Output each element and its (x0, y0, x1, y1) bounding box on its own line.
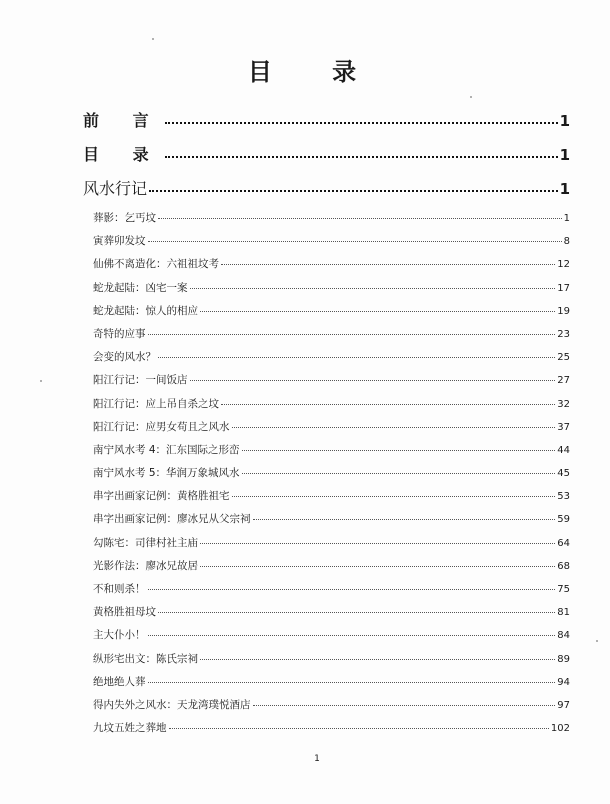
dot-leader (232, 427, 556, 428)
dot-leader (242, 450, 556, 451)
toc-entry-label: 前 言 (83, 111, 163, 130)
toc-entry-label: 蛇龙起陆：惊人的相应 (93, 304, 198, 317)
toc-entry[interactable] (83, 280, 570, 303)
toc-entry-page: 17 (557, 282, 570, 294)
toc-entry[interactable] (83, 256, 570, 279)
toc-entry-page: 1 (563, 213, 570, 224)
dot-leader (165, 122, 558, 124)
toc-entry[interactable] (83, 697, 570, 720)
toc-entry[interactable] (83, 349, 570, 372)
toc-entry-page: 23 (557, 328, 570, 340)
toc-entry-label: 黄格胜祖母坟 (93, 606, 156, 619)
toc-entry-page: 32 (557, 398, 570, 410)
toc-entry-label: 寅葬卯发坟 (93, 235, 146, 248)
toc-entry-label: 勾陈宅：司律村社主庙 (93, 536, 198, 549)
toc-entry-page: 68 (557, 560, 570, 572)
toc-entry-label: 南宁风水考 5：华润万象城风水 (93, 467, 240, 480)
toc-entry-label: 阳江行记：应男女苟且之风水 (93, 420, 230, 433)
dot-leader (242, 473, 556, 474)
toc-entry-page: 12 (557, 259, 570, 271)
dot-leader (200, 543, 555, 544)
toc-entry-page: 1 (559, 146, 570, 164)
toc-entry-page: 37 (557, 421, 570, 433)
toc-entry[interactable] (83, 419, 570, 442)
dot-leader (149, 190, 558, 192)
dot-leader (148, 241, 562, 242)
scan-speck (152, 38, 154, 40)
toc-entry-list (83, 210, 570, 743)
dot-leader (158, 218, 562, 219)
dot-leader (221, 264, 555, 265)
scan-speck (596, 640, 598, 642)
page-title: 目 录 (247, 58, 383, 86)
toc-entry[interactable] (83, 720, 570, 743)
toc-entry[interactable] (83, 210, 570, 233)
toc-entry[interactable] (83, 465, 570, 488)
dot-leader (200, 311, 555, 312)
toc-entry[interactable] (83, 326, 570, 349)
toc-entry-page: 64 (557, 537, 570, 549)
dot-leader (148, 589, 556, 590)
toc-entry-preface[interactable] (83, 108, 570, 142)
toc-entry-page: 89 (557, 653, 570, 665)
toc-entry-label: 奇特的应事 (93, 327, 146, 340)
toc-entry[interactable] (83, 303, 570, 326)
toc-entry-page: 25 (557, 352, 570, 364)
toc-entry[interactable] (83, 558, 570, 581)
dot-leader (253, 519, 556, 520)
toc-entry-page: 94 (557, 676, 570, 688)
toc-entry-page: 8 (563, 236, 570, 248)
toc-entry-page: 1 (559, 112, 570, 130)
toc-entry[interactable] (83, 442, 570, 465)
toc-entry[interactable] (83, 396, 570, 419)
scan-speck (40, 380, 42, 382)
toc-entry-page: 53 (557, 491, 570, 503)
toc-entry-contents[interactable] (83, 142, 570, 176)
toc-entry[interactable] (83, 372, 570, 395)
toc-entry[interactable] (83, 488, 570, 511)
dot-leader (148, 334, 556, 335)
toc-entry-label: 光影作法：廖冰兄故居 (93, 559, 198, 572)
toc-entry-label: 得内失外之风水：天龙湾璞悦酒店 (93, 698, 251, 711)
page-number-footer: 1 (314, 754, 320, 764)
toc-entry-label: 阳江行记：一间饭店 (93, 374, 188, 387)
dot-leader (148, 635, 556, 636)
toc-entry[interactable] (83, 233, 570, 256)
dot-leader (165, 156, 558, 158)
dot-leader (148, 682, 556, 683)
toc-entry-page: 44 (557, 444, 570, 456)
toc-entry[interactable] (83, 581, 570, 604)
dot-leader (158, 612, 555, 613)
toc-entry-label: 串字出画家记例：黄格胜祖宅 (93, 490, 230, 503)
toc-entry[interactable] (83, 674, 570, 697)
toc-entry[interactable] (83, 651, 570, 674)
toc-entry-label: 串字出画家记例：廖冰兄从父宗祠 (93, 513, 251, 526)
dot-leader (190, 380, 556, 381)
dot-leader (190, 288, 556, 289)
dot-leader (232, 496, 556, 497)
dot-leader (253, 705, 556, 706)
toc-entry-page: 59 (557, 514, 570, 526)
toc-entry-page: 75 (557, 584, 570, 595)
toc-entry[interactable] (83, 511, 570, 534)
toc-entry-page: 84 (557, 630, 570, 642)
toc-section-label: 风水行记 (83, 179, 148, 198)
toc-entry-label: 纵形宅出文：陈氏宗祠 (93, 652, 198, 665)
toc-entry-page: 102 (550, 723, 570, 735)
toc-entry-label: 葬影：乞丐坟 (93, 212, 156, 224)
toc-entry-label: 会变的风水？ (93, 351, 156, 364)
toc-entry[interactable] (83, 627, 570, 650)
toc-section-page: 1 (559, 180, 570, 198)
toc-entry-label: 不和则杀！ (93, 583, 146, 595)
scan-speck (470, 96, 472, 98)
toc-entry-page: 81 (557, 607, 570, 619)
toc-entry-label: 仙佛不离造化：六祖祖坟考 (93, 258, 219, 271)
toc-entry-page: 45 (557, 468, 570, 480)
toc-entry-label: 绝地绝人葬 (93, 675, 146, 688)
dot-leader (200, 659, 555, 660)
dot-leader (221, 404, 555, 405)
toc-entry-page: 19 (557, 305, 570, 317)
toc-entry-label: 主大仆小！ (93, 629, 146, 642)
toc-entry-page: 97 (557, 699, 570, 711)
toc-entry[interactable] (83, 604, 570, 627)
toc-entry-label: 南宁风水考 4：汇东国际之形峦 (93, 443, 240, 456)
dot-leader (200, 566, 555, 567)
toc-entry-label: 目 录 (83, 145, 163, 164)
table-of-contents (83, 108, 570, 743)
toc-entry-label: 阳江行记：应上吊自杀之坟 (93, 397, 219, 410)
dot-leader (169, 728, 549, 729)
toc-entry-label: 九坟五姓之葬地 (93, 722, 167, 735)
toc-entry-label: 蛇龙起陆：凶宅一案 (93, 281, 188, 294)
toc-section-heading[interactable] (83, 176, 570, 210)
toc-entry[interactable] (83, 535, 570, 558)
toc-entry-page: 27 (557, 375, 570, 387)
dot-leader (158, 357, 555, 358)
